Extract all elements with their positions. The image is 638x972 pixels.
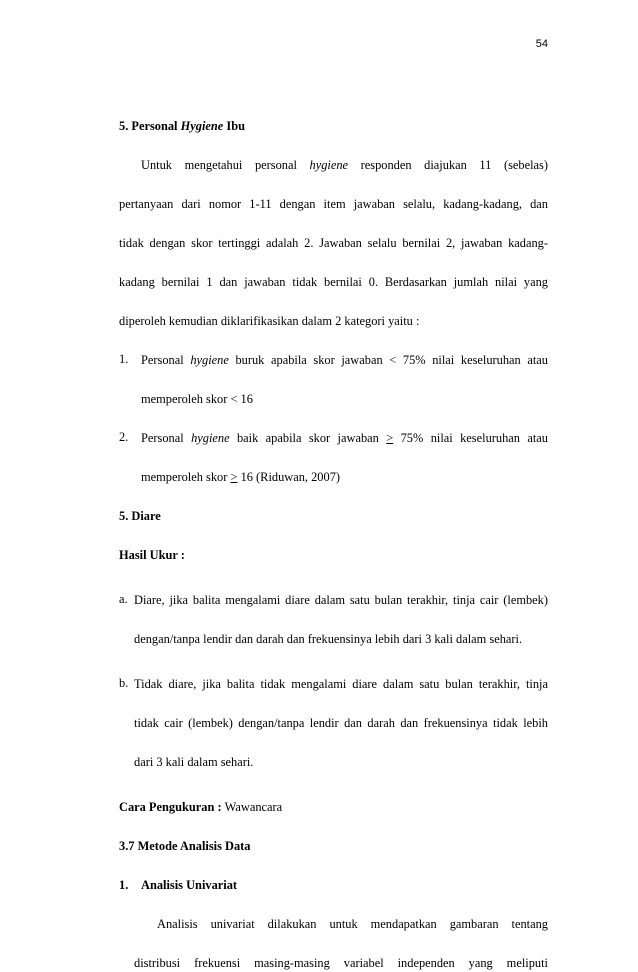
text-run: buruk apabila skor jawaban < 75% nilai keseluruhan atau <box>228 353 549 367</box>
text-run-italic: hygiene <box>309 158 349 172</box>
greater-equal-symbol: > <box>386 431 394 445</box>
list-number: 1. <box>119 352 129 366</box>
list-line: tidak cair (lembek) dengan/tanpa lendir dan darah dan frekuensinya tidak lebih <box>134 716 548 730</box>
heading-italic: Hygiene <box>180 119 224 133</box>
cara-pengukuran <box>119 799 548 816</box>
section-heading-personal-hygiene <box>119 118 548 135</box>
heading-prefix: 5. Personal <box>119 119 181 133</box>
subsection-title: Analisis Univariat <box>141 878 238 892</box>
text-run: responden diajukan 11 (sebelas) <box>348 158 548 172</box>
heading-suffix: Ibu <box>223 119 245 133</box>
paragraph-line: Analisis univariat dilakukan untuk mendapatkan gambaran tentang <box>157 917 548 931</box>
list-line <box>141 430 548 447</box>
list-item <box>119 430 548 447</box>
paragraph-line: kadang bernilai 1 dan jawaban tidak bernilai 0. Berdasarkan jumlah nilai yang <box>119 275 548 289</box>
list-line: dengan/tanpa lendir dan darah dan frekuensinya lebih dari 3 kali dalam sehari. <box>134 632 523 646</box>
hasil-ukur-label: Hasil Ukur : <box>119 548 185 562</box>
text-run-italic: hygiene <box>191 431 230 445</box>
list-item <box>119 592 548 609</box>
text-run: memperoleh skor <box>141 470 231 484</box>
page-number: 54 <box>535 38 548 50</box>
list-number: 2. <box>119 430 129 444</box>
list-line <box>141 352 548 369</box>
text-run: Personal <box>141 353 191 367</box>
paragraph-line: pertanyaan dari nomor 1-11 dengan item jawaban selalu, kadang-kadang, dan <box>119 197 548 211</box>
subsection-heading <box>119 877 548 894</box>
list-line: Diare, jika balita mengalami diare dalam satu bulan terakhir, tinja cair (lembek) <box>134 593 548 607</box>
list-item <box>119 676 548 693</box>
section-heading-metode: 3.7 Metode Analisis Data <box>119 839 251 853</box>
subsection-number: 1. <box>119 878 129 892</box>
list-item <box>119 352 548 369</box>
text-run: Untuk mengetahui personal <box>141 158 310 172</box>
section-heading-diare: 5. Diare <box>119 509 161 523</box>
cara-label: Cara Pengukuran : <box>119 800 225 814</box>
greater-equal-symbol: > <box>230 470 238 484</box>
paragraph-line: distribusi frekuensi masing-masing variabel independen yang meliputi <box>134 956 548 970</box>
paragraph-line: diperoleh kemudian diklarifikasikan dalam 2 kategori yaitu : <box>119 314 420 328</box>
list-line: memperoleh skor < 16 <box>141 392 253 406</box>
list-line: dari 3 kali dalam sehari. <box>134 755 254 769</box>
text-run: 16 (Riduwan, 2007) <box>237 470 341 484</box>
text-run-italic: hygiene <box>190 353 229 367</box>
paragraph-line: tidak dengan skor tertinggi adalah 2. Jawaban selalu bernilai 2, jawaban kadang- <box>119 236 548 250</box>
list-letter: a. <box>119 592 128 606</box>
text-run: baik apabila skor jawaban <box>229 431 387 445</box>
list-line <box>119 469 548 486</box>
list-line: Tidak diare, jika balita tidak mengalami diare dalam satu bulan terakhir, tinja <box>134 677 548 691</box>
cara-value: Wawancara <box>224 800 283 814</box>
text-run: Personal <box>141 431 192 445</box>
document-body <box>119 118 548 972</box>
list-letter: b. <box>119 676 129 690</box>
text-run: 75% nilai keseluruhan atau <box>393 431 548 445</box>
paragraph-line <box>119 157 548 174</box>
